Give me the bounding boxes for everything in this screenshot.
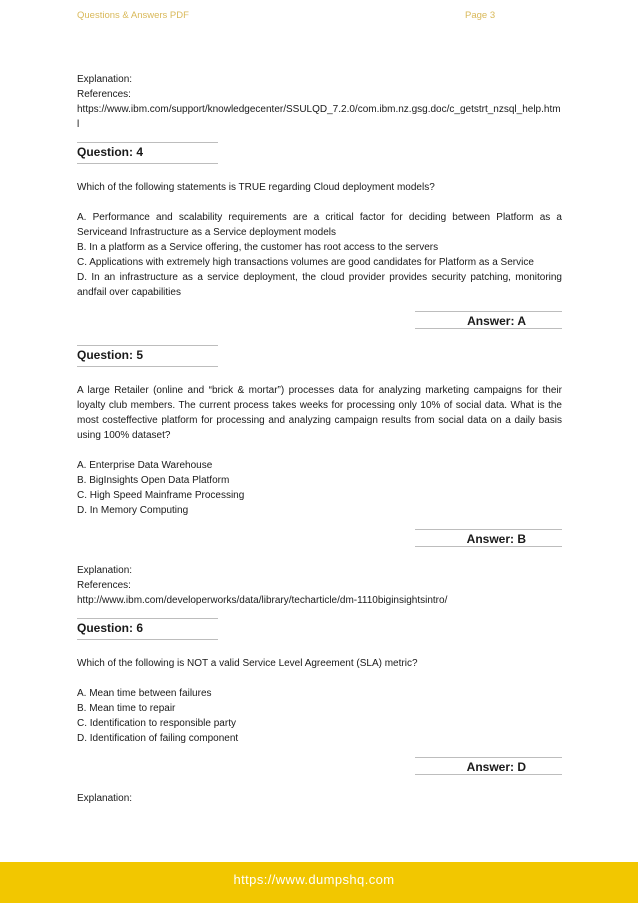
header-title: Questions & Answers PDF xyxy=(77,10,189,21)
intro-references-label: References: xyxy=(77,89,131,100)
question-5-explanation-label: Explanation: xyxy=(77,565,133,576)
question-4-heading: Question: 4 xyxy=(77,142,218,164)
question-4-option-d: D. In an infrastructure as a service deployment, the cloud provider provides security patching, monitoring andfail over capabilities xyxy=(77,272,562,298)
question-4-option-b: B. In a platform as a Service offering, the customer has root access to the servers xyxy=(77,242,439,253)
question-6-heading: Question: 6 xyxy=(77,618,218,640)
header-page-number: Page 3 xyxy=(465,10,496,21)
document-body xyxy=(77,72,562,806)
question-6-option-c: C. Identification to responsible party xyxy=(77,718,236,729)
question-5-reference-url: http://www.ibm.com/developerworks/data/library/techarticle/dm-1110biginsightsintro/ xyxy=(77,595,448,606)
page-footer xyxy=(0,862,638,903)
question-5-references-label: References: xyxy=(77,580,131,591)
question-4-option-a: A. Performance and scalability requirements are a critical factor for deciding between Platform as a Serviceand Infrastructure as a Service deployment models xyxy=(77,212,562,238)
question-6-option-d: D. Identification of failing component xyxy=(77,733,239,744)
footer-website-link[interactable]: https://www.dumpshq.com xyxy=(233,872,395,887)
question-6-answer: Answer: D xyxy=(415,757,562,775)
question-4-answer: Answer: A xyxy=(415,311,562,329)
question-5-text: A large Retailer (online and “brick & mortar”) processes data for analyzing marketing campaigns for their loyalty club members. The current process takes weeks for processing only 10% of social data. What is the most costeffective platform for processing and analyzing campaign results from social data on a daily basis using 100% dataset? xyxy=(77,385,562,441)
question-6-text: Which of the following is NOT a valid Service Level Agreement (SLA) metric? xyxy=(77,658,418,669)
question-5-heading: Question: 5 xyxy=(77,345,218,367)
question-5-answer: Answer: B xyxy=(415,529,562,547)
question-5-option-c: C. High Speed Mainframe Processing xyxy=(77,490,245,501)
intro-reference-url: https://www.ibm.com/support/knowledgecenter/SSULQD_7.2.0/com.ibm.nz.gsg.doc/c_getstrt_nzsql_help.html xyxy=(77,104,561,130)
question-6-option-a: A. Mean time between failures xyxy=(77,688,212,699)
question-5-option-a: A. Enterprise Data Warehouse xyxy=(77,460,213,471)
question-4-option-c: C. Applications with extremely high transactions volumes are good candidates for Platform as a Service xyxy=(77,257,534,268)
question-5-option-d: D. In Memory Computing xyxy=(77,505,189,516)
question-6-explanation-label: Explanation: xyxy=(77,793,133,804)
intro-explanation-label: Explanation: xyxy=(77,74,133,85)
question-6-option-b: B. Mean time to repair xyxy=(77,703,176,714)
question-5-option-b: B. BigInsights Open Data Platform xyxy=(77,475,230,486)
question-4-text: Which of the following statements is TRUE regarding Cloud deployment models? xyxy=(77,182,435,193)
